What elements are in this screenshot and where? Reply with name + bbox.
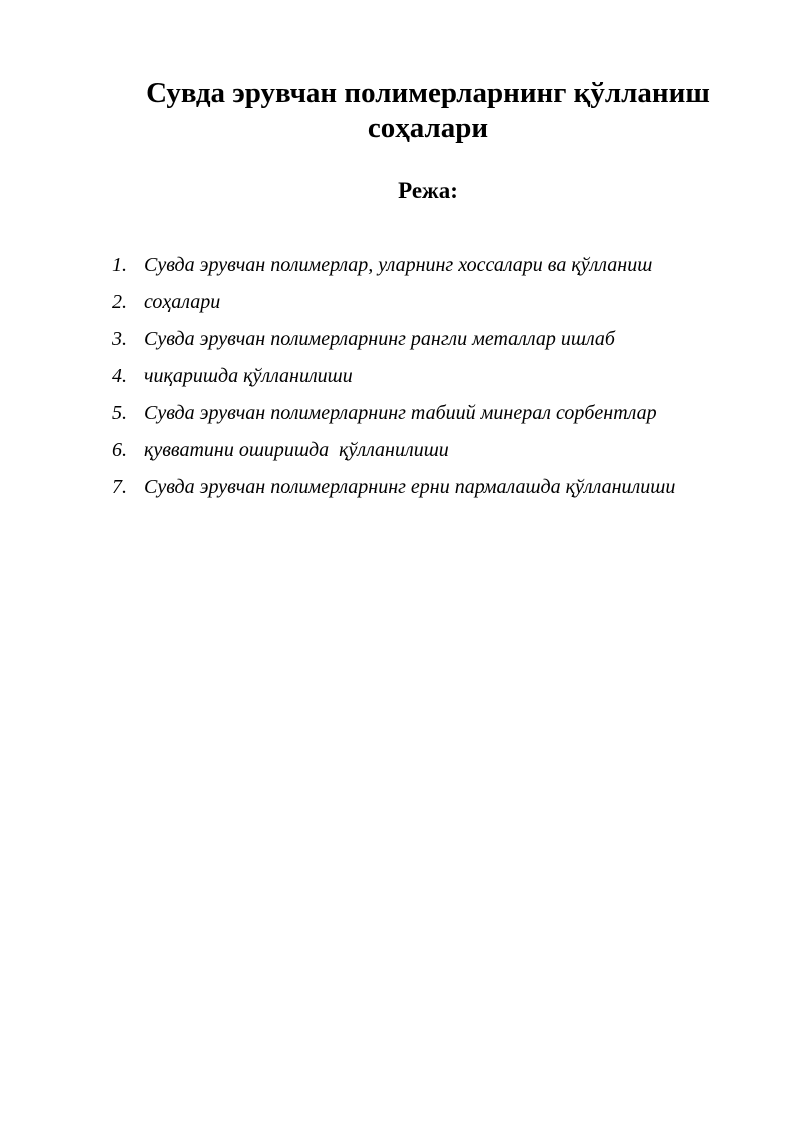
- plan-item-7: [112, 472, 772, 509]
- plan-item-text: Сувда эрувчан полимерларнинг ерни пармалашда қўлланилиши: [144, 476, 676, 498]
- document-title: Сувда эрувчан полимерларнинг қўлланиш соҳалари: [146, 77, 710, 144]
- plan-item-number: 5.: [112, 402, 127, 424]
- plan-item-text: Сувда эрувчан полимерлар, уларнинг хоссалари ва қўлланиш: [144, 254, 653, 276]
- plan-item-number: 6.: [112, 439, 127, 461]
- plan-item-3: [112, 324, 772, 361]
- plan-item-4: [112, 361, 772, 398]
- plan-heading: Режа:: [398, 178, 458, 203]
- plan-item-6: [112, 435, 772, 472]
- plan-item-2: [112, 287, 772, 324]
- plan-item-text: Сувда эрувчан полимерларнинг рангли металлар ишлаб: [144, 328, 615, 350]
- plan-item-1: [112, 250, 772, 287]
- plan-item-number: 1.: [112, 254, 127, 276]
- plan-item-number: 7.: [112, 476, 127, 498]
- plan-item-text: қувватини оширишда қўлланилиши: [144, 439, 449, 461]
- plan-item-text: соҳалари: [144, 291, 221, 313]
- plan-item-number: 2.: [112, 291, 127, 313]
- plan-list: [112, 250, 772, 509]
- plan-item-number: 4.: [112, 365, 127, 387]
- plan-item-5: [112, 398, 772, 435]
- plan-item-number: 3.: [112, 328, 127, 350]
- plan-item-text: Сувда эрувчан полимерларнинг табиий минерал сорбентлар: [144, 402, 657, 424]
- plan-item-text: чиқаришда қўлланилиши: [144, 365, 353, 387]
